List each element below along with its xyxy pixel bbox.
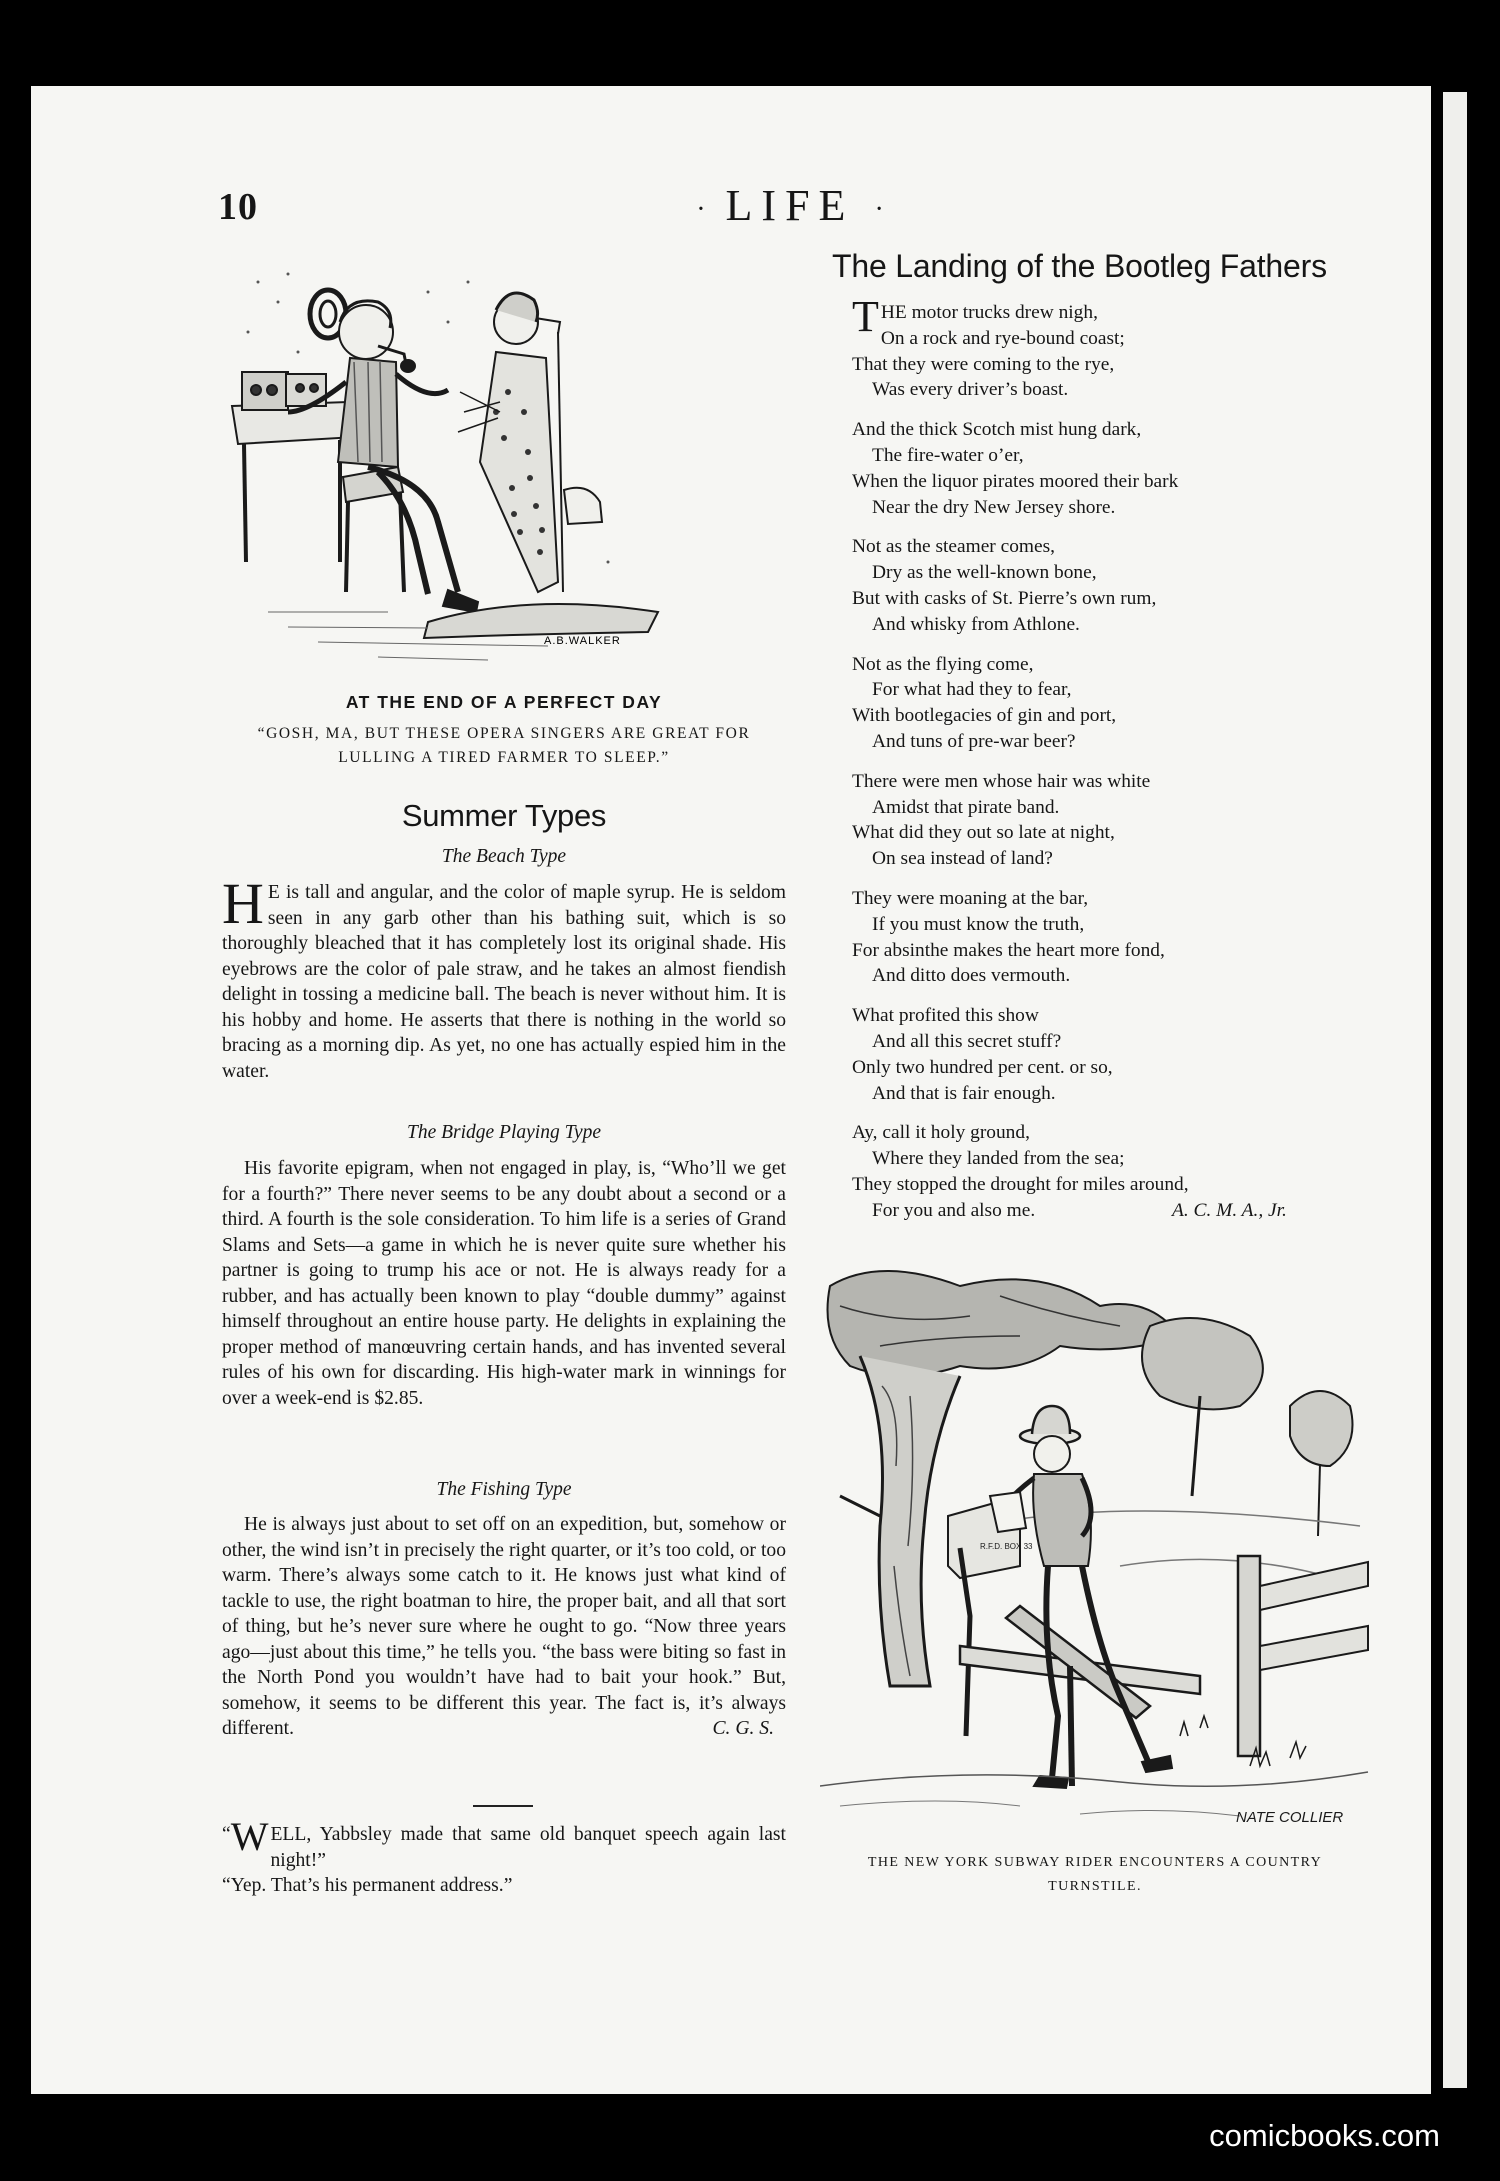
cartoon2-caption-line1: THE NEW YORK SUBWAY RIDER ENCOUNTERS A COUNTRY	[867, 1855, 1323, 1870]
stanza-7	[852, 1003, 1392, 1106]
cartoon1-caption-line2: LULLING A TIRED FARMER TO SLEEP.”	[338, 749, 670, 766]
poem-line: Ay, call it holy ground,	[852, 1122, 1030, 1144]
poem-line: And that is fair enough.	[872, 1082, 1056, 1104]
stanza-5	[852, 769, 1392, 872]
poem-line: Not as the steamer comes,	[852, 536, 1055, 558]
cartoon-country-turnstile	[820, 1266, 1370, 1846]
joke-yabbsley	[222, 1814, 786, 1899]
subhead-beach-type: The Beach Type	[441, 846, 567, 867]
masthead	[660, 180, 920, 231]
next-page-edge	[1443, 92, 1467, 2088]
cartoon1-caption-quote	[222, 722, 786, 770]
drop-cap-h: H	[222, 871, 264, 936]
poem-title: The Landing of the Bootleg Fathers	[832, 248, 1327, 284]
cartoon-radio-farmer	[228, 262, 688, 674]
stanza-8	[852, 1120, 1392, 1223]
radio-farmer-illustration	[228, 262, 688, 674]
poem-line: What profited this show	[852, 1005, 1039, 1027]
article-title-summer-types: Summer Types	[401, 798, 607, 833]
poem-line: And whisky from Athlone.	[872, 613, 1080, 635]
drop-cap-t: T	[852, 292, 879, 341]
poem-line: They stopped the drought for miles around,	[852, 1173, 1189, 1195]
watermark: comicbooks.com	[1209, 2118, 1440, 2153]
poem-line: There were men whose hair was white	[852, 770, 1151, 792]
beach-type-text	[222, 871, 786, 1084]
poem-line: For absinthe makes the heart more fond,	[852, 939, 1165, 961]
masthead-dot-left: ·	[696, 193, 706, 225]
poem-line: Amidst that pirate band.	[872, 796, 1060, 818]
poem-line: The fire-water o’er,	[872, 444, 1024, 466]
poem-line: With bootlegacies of gin and port,	[852, 705, 1117, 727]
masthead-title: LIFE	[725, 181, 855, 230]
poem-signature: A. C. M. A., Jr.	[1172, 1199, 1287, 1221]
stanza-3	[852, 534, 1392, 637]
fishing-type-paragraph: He is always just about to set off on an expedition, but, somehow or other, the wind isn’t in precisely the right quarter, or it’s too cold, or too warm. There’s always some catch to it. He knows just what kind of tackle to use, the right boatman to hire, the proper bait, and all that sort of thing, but he’s never sure where he ought to go. “Now three years ago—just about this time,” he tells you. “the bass were biting so fast in the North Pond you wouldn’t have had to bait your hook.” But, somehow, it seems to be different this year. The fact is, it’s always different.	[222, 1514, 786, 1739]
fishing-type-text	[222, 1512, 786, 1742]
artist-signature-collier: NATE COLLIER	[1236, 1809, 1344, 1826]
joke-line2: “Yep. That’s his permanent address.”	[222, 1875, 513, 1896]
poem-line: And all this secret stuff?	[872, 1030, 1062, 1052]
cartoon1-caption-line1: “GOSH, MA, BUT THESE OPERA SINGERS ARE GREAT FOR	[257, 725, 751, 742]
poem-line: On a rock and rye-bound coast;	[880, 327, 1125, 349]
poem-line: If you must know the truth,	[872, 913, 1085, 935]
section-divider	[473, 1805, 533, 1807]
poem-body	[852, 292, 1392, 1238]
poem-line: For you and also me.	[872, 1199, 1036, 1221]
poem-line: And tuns of pre-war beer?	[872, 730, 1076, 752]
page-number: 10	[218, 186, 258, 228]
stanza-1	[852, 292, 1392, 403]
cartoon2-caption	[822, 1851, 1368, 1899]
poem-line: Dry as the well-known bone,	[872, 562, 1097, 584]
poem-line: Near the dry New Jersey shore.	[872, 496, 1116, 518]
poem-line: For what had they to fear,	[872, 679, 1072, 701]
poem-line: They were moaning at the bar,	[852, 887, 1089, 909]
poem-line: On sea instead of land?	[872, 848, 1053, 870]
bridge-type-paragraph: His favorite epigram, when not engaged in play, is, “Who’ll we get for a fourth?” There never seems to be any doubt about a second or a third. A fourth is the sole consideration. To him life is a series of Grand Slams and Sets—a game in which he is never quite sure whether his partner is going to trump his ace or not. He is always ready for a rubber, and has actually been known to play “double dummy” against himself throughout an entire house party. He delights in explaining the proper method of manœuvring certain hands, and has invented several rules of his own for discarding. His high-water mark in winnings for over a week-end is $2.85.	[222, 1158, 786, 1409]
poem-line: HE motor trucks drew nigh,	[880, 302, 1098, 323]
joke-open-quote: “	[222, 1824, 231, 1845]
cartoon2-caption-line2: TURNSTILE.	[1048, 1879, 1142, 1894]
poem-line: But with casks of St. Pierre’s own rum,	[852, 587, 1157, 609]
poem-line: Not as the flying come,	[852, 653, 1034, 675]
stanza-2	[852, 417, 1392, 520]
poem-line: When the liquor pirates moored their bark	[852, 470, 1179, 492]
poem-line: And the thick Scotch mist hung dark,	[852, 419, 1142, 441]
beach-type-paragraph: E is tall and angular, and the color of maple syrup. He is seldom seen in any garb other than his bathing suit, which is so thoroughly bleached that it has completely lost its original shade. His eyebrows are the color of pale straw, and he takes an almost fiendish delight in tossing a medicine ball. The beach is never without him. It is his hobby and home. He asserts that there is nothing in the world so bracing as a morning dip. As yet, no one has actually espied him in the water.	[222, 882, 786, 1082]
bridge-type-text	[222, 1156, 786, 1411]
artist-signature-walker: A.B.WALKER	[544, 635, 621, 647]
cartoon1-caption-title: AT THE END OF A PERFECT DAY	[345, 692, 663, 712]
stanza-6	[852, 886, 1392, 989]
poem-line: Where they landed from the sea;	[872, 1148, 1125, 1170]
poem-line: That they were coming to the rye,	[852, 353, 1115, 375]
poem-line: And ditto does vermouth.	[872, 965, 1071, 987]
stanza-4	[852, 652, 1392, 755]
drop-cap-w: W	[230, 1814, 269, 1859]
masthead-dot-right: ·	[874, 193, 884, 225]
poem-line: What did they out so late at night,	[852, 822, 1115, 844]
subhead-fishing-type: The Fishing Type	[436, 1479, 572, 1500]
poem-line: Only two hundred per cent. or so,	[852, 1056, 1113, 1078]
subhead-bridge-type: The Bridge Playing Type	[406, 1122, 602, 1143]
poem-line: Was every driver’s boast.	[872, 379, 1069, 401]
mailbox-label: R.F.D. BOX 33	[980, 1542, 1033, 1551]
joke-line1: ELL, Yabbsley made that same old banquet speech again last night!”	[270, 1824, 786, 1871]
signature-cgs: C. G. S.	[712, 1718, 774, 1739]
turnstile-illustration	[820, 1266, 1370, 1846]
